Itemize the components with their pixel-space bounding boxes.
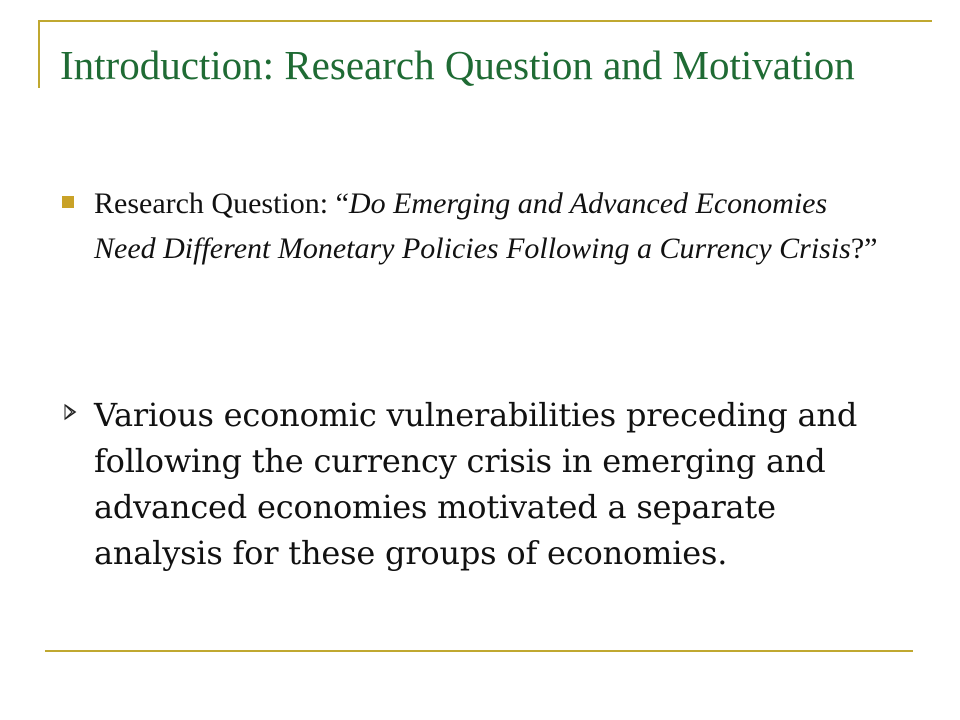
- left-border-rule: [38, 20, 40, 88]
- square-bullet-icon: [62, 196, 74, 208]
- arrow-bullet-icon: [60, 402, 80, 422]
- slide-title: Introduction: Research Question and Motivation: [60, 42, 855, 88]
- research-question-italic: Do Emerging and Advanced Economies Need Different Monetary Policies Following a Currency Crisis: [94, 187, 851, 265]
- motivation-text: Various economic vulnerabilities preceding and following the currency crisis in emerging and advanced economies motivated a separate analysis for these groups of economies.: [94, 396, 858, 572]
- bottom-border-rule: [45, 650, 913, 652]
- research-question-tail: ?”: [850, 232, 878, 265]
- top-border-rule: [38, 20, 932, 22]
- research-question-text: [94, 181, 894, 271]
- research-question-lead: Research Question: “: [94, 187, 349, 220]
